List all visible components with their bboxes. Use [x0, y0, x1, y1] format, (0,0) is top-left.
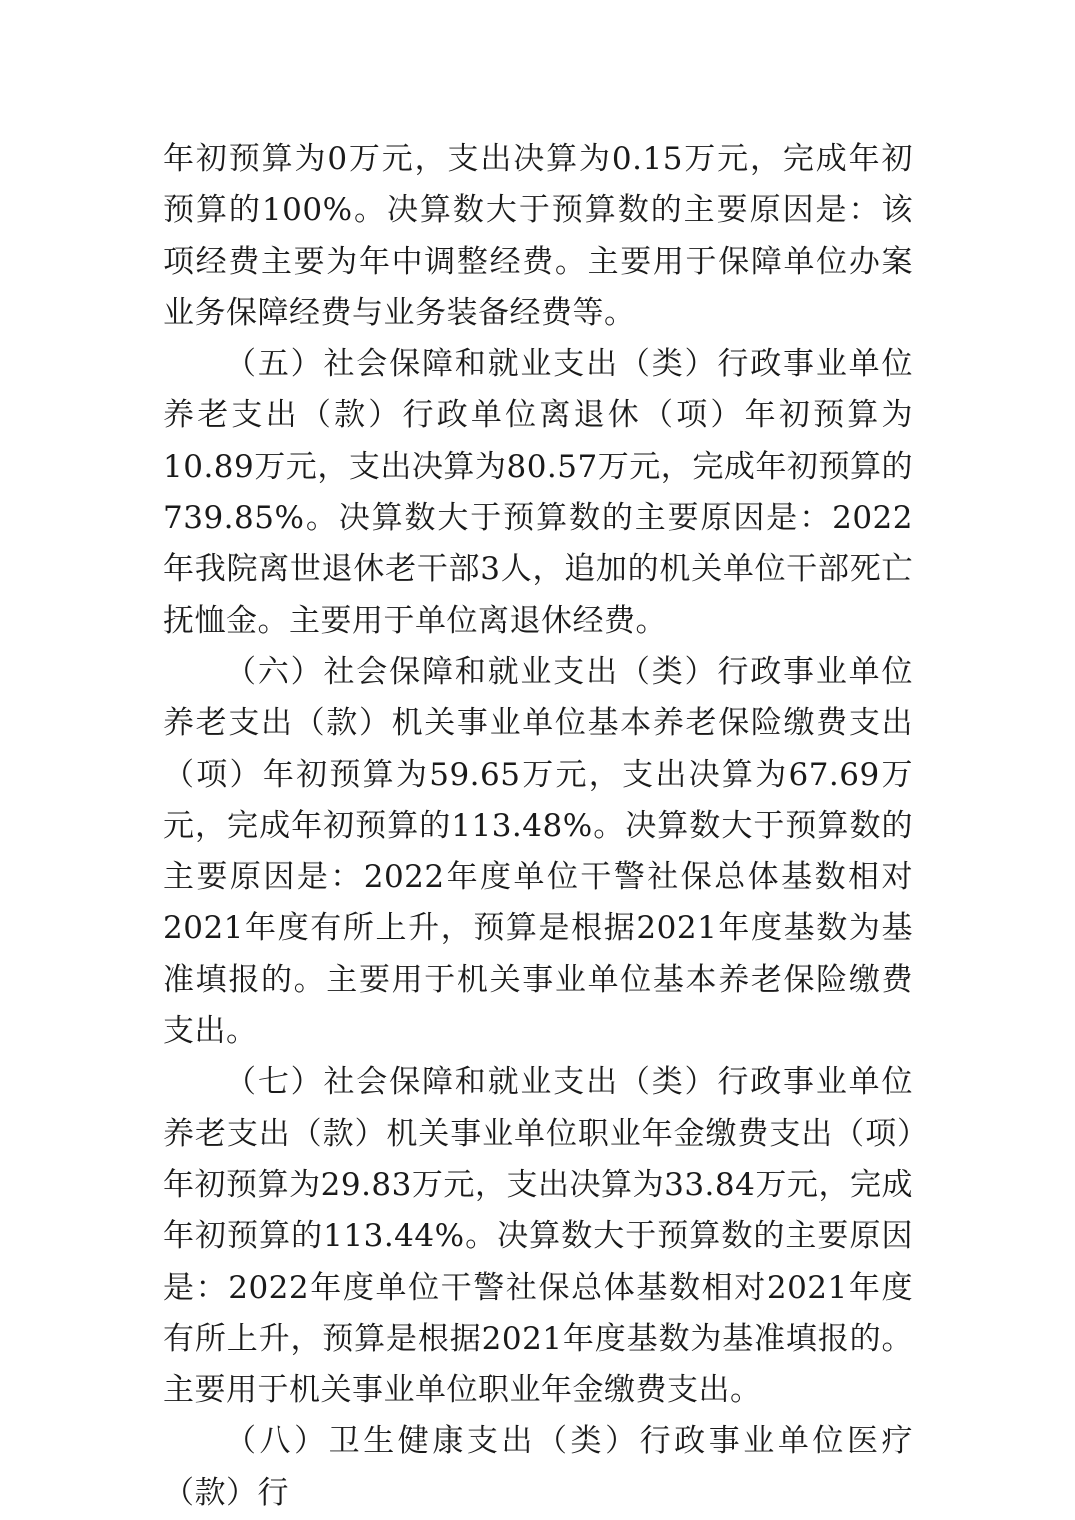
paragraph-section-5: （五）社会保障和就业支出（类）行政事业单位养老支出（款）行政单位离退休（项）年初预算为10.89万元，支出决算为80.57万元，完成年初预算的739.85%。决算数大于预算数的主要原因是：2022年我院离世退休老干部3人，追加的机关单位干部死亡抚恤金。主要用于单位离退休经费。: [163, 346, 913, 639]
paragraph-section-7: （七）社会保障和就业支出（类）行政事业单位养老支出（款）机关事业单位职业年金缴费支出（项）年初预算为29.83万元，支出决算为33.84万元，完成年初预算的113.44%。决算数大于预算数的主要原因是：2022年度单位干警社保总体基数相对2021年度有所上升，预算是根据2021年度基数为基准填报的。主要用于机关事业单位职业年金缴费支出。: [163, 1064, 913, 1409]
paragraph-section-6: （六）社会保障和就业支出（类）行政事业单位养老支出（款）机关事业单位基本养老保险缴费支出（项）年初预算为59.65万元，支出决算为67.69万元，完成年初预算的113.48%。决算数大于预算数的主要原因是：2022年度单位干警社保总体基数相对2021年度有所上升，预算是根据2021年度基数为基准填报的。主要用于机关事业单位基本养老保险缴费支出。: [163, 653, 913, 1050]
paragraph-section-8: （八）卫生健康支出（类）行政事业单位医疗（款）行: [163, 1423, 913, 1511]
body-text: [163, 134, 913, 1519]
paragraph-continued: 年初预算为0万元，支出决算为0.15万元，完成年初预算的100%。决算数大于预算数的主要原因是：该项经费主要为年中调整经费。主要用于保障单位办案业务保障经费与业务装备经费等。: [163, 141, 913, 331]
